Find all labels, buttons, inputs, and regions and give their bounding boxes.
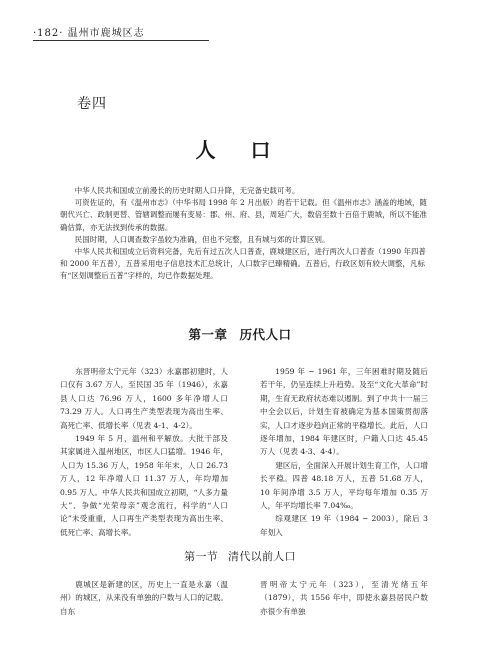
intro-block xyxy=(60,185,432,283)
body-paragraph: 晋明帝太宁元年（323），至清光绪五年（1879），共 1556 年中，即使永嘉县居民户数亦很少有单独 xyxy=(260,580,428,616)
intro-paragraph: 可资佐证的，有《温州市志》（中华书局 1998 年 2 月出版）的若干记载。但《温州市志》涵盖的地域，随朝代兴亡、政制更替、管辖调整而屡有变易：郡、州、府、县，周延广大，数倍至数十百倍于鹿城，所以不能准确估算，亦无法找到传承的数据。 xyxy=(60,198,428,232)
body-paragraph: 1959 年 ~ 1961 年，三年困难时期及随后若干年，仍呈连续上升趋势。及至“文化大革命”时期，生育无政府状态难以遏制。到了中共十一届三中全会以后，计划生育被确定为基本国策贯彻落实，人口才逐步趋向正常的平稳增长。此后，人口逐年增加，1984 年建区时，户籍人口达 45.45 万人（见表 4-3、4-4）。 xyxy=(260,367,428,457)
section-heading xyxy=(0,548,480,564)
intro-paragraph: 中华人民共和国成立后资料完备，先后有过五次人口普查，鹿城建区后，进行两次人口普查（1990 年四普和 2000 年五普），五普采用电子信息技术汇总统计，人口数字已臻精确。五普后，行政区划有较大调整，凡标有“区划调整后五普”字样的，均已作数据处理。 xyxy=(60,247,427,281)
volume-label: 卷四 xyxy=(77,96,107,112)
body-paragraph: 1949 年 5 月，温州和平解放。大批干部及其家属进入温州地区，市区人口猛增。1946 年，人口为 15.36 万人，1958 年年末，人口 26.73 万人，12 年净增人口 11.37 万人，年均增加 0.95 万人。中华人民共和国成立初期，“人多力量大”、争做“光荣母亲”观念流行，科学的“人口论”未受重重，人口再生产类型表现为高出生率、低死亡率、高增长率。 xyxy=(60,434,228,537)
chapter-title: 历代人口 xyxy=(239,327,292,342)
page-title: 人 口 xyxy=(195,138,285,162)
body-paragraph: 鹿城区是新建的区，历史上一直是永嘉（温州）的城区，从来没有单独的户数与人口的记载。自东 xyxy=(60,580,228,616)
intro-paragraph: 中华人民共和国成立前漫长的历史时期人口升降，无完备史载可考。 xyxy=(74,186,300,195)
section-title: 清代以前人口 xyxy=(228,550,296,563)
chapter-column-right xyxy=(260,365,428,539)
body-paragraph: 建区后，全面深入开展计划生育工作，人口增长平稳。四普 48.18 万人，五普 51.68 万人，10 年间净增 3.5 万人，平均每年增加 0.35 万人，年平均增长率 7.04‰。 xyxy=(260,460,428,511)
running-head: ·182· 温州市鹿城区志 xyxy=(33,28,145,39)
chapter-heading xyxy=(0,325,480,343)
chapter-number: 第一章 xyxy=(188,327,228,342)
chapter-column-left xyxy=(60,365,228,539)
intro-paragraph: 民国时期，人口调查数字虽较为准确，但也不完整，且有城与郊的计算区别。 xyxy=(74,234,330,244)
section-column-right xyxy=(260,578,428,618)
header-rule xyxy=(33,40,209,41)
body-paragraph: 综观建区 19 年（1984 ~ 2003），除后 3 年划入 xyxy=(260,514,428,537)
section-number: 第一节 xyxy=(184,550,219,563)
section-column-left xyxy=(60,578,228,618)
body-paragraph: 东晋明帝太宁元年（323）永嘉郡初建时，人口仅有 3.67 万人，至民国 35 年（1946），永嘉县人口达 76.96 万人，1600 多年净增人口 73.29 万人。人口再生产类型表现为高出生率、高死亡率、低增长率（见表 4-1、4-2）。 xyxy=(60,367,228,430)
